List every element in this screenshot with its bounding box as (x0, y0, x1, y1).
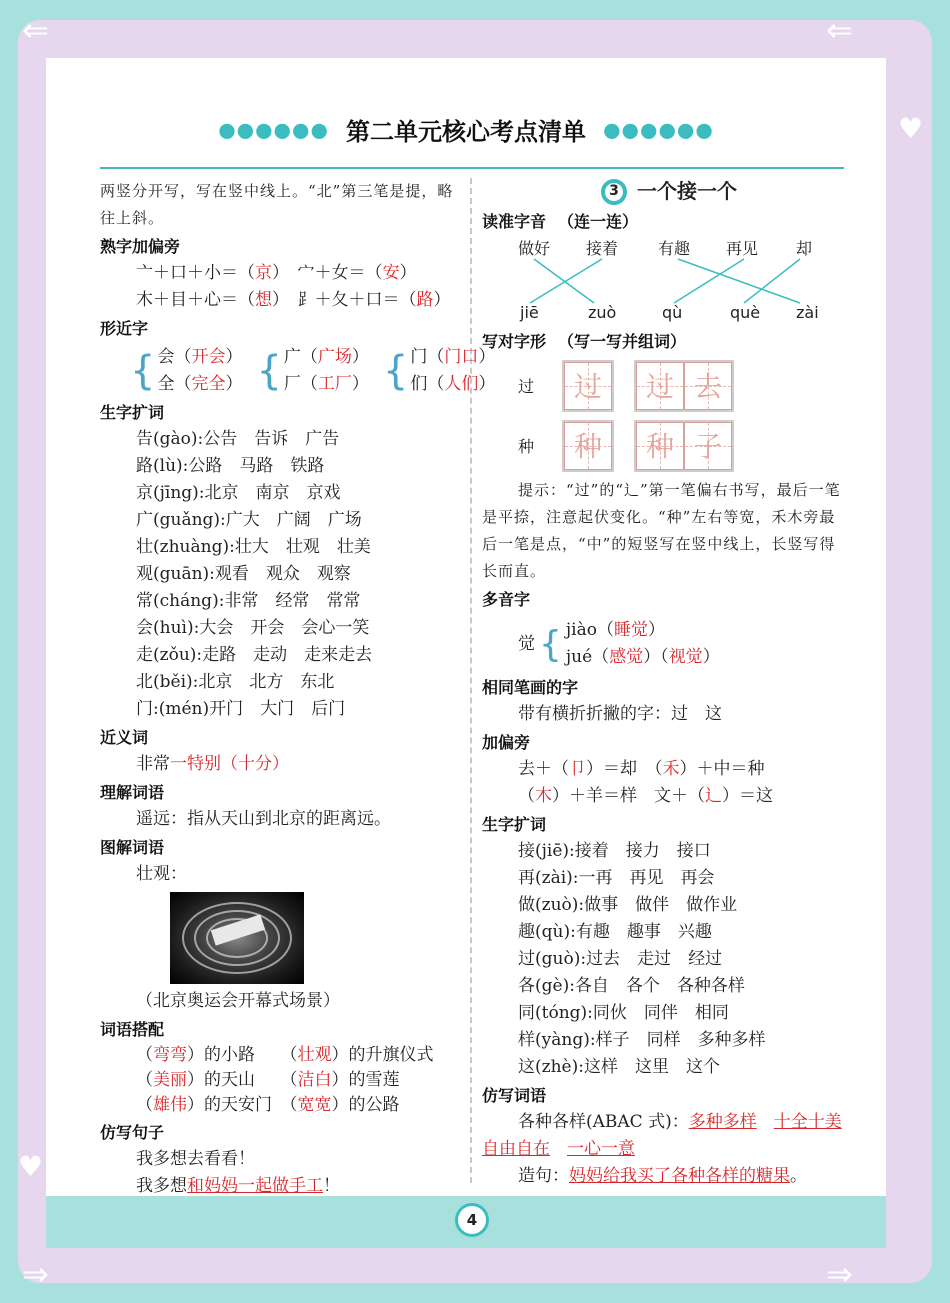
imitation-words: 各种各样(ABAC 式)：多种多样 十全十美 自由自在 一心一意 (482, 1112, 842, 1159)
photo-caption: （北京奥运会开幕式场景） (136, 991, 340, 1011)
radical-line: （木）＋羊＝样 文＋（辶）＝这 (518, 786, 773, 806)
list-item: 过(guò):过去 走过 经过 (518, 949, 723, 969)
section-heading: 仿写句子 (100, 1123, 165, 1142)
tracing-box: 过 (564, 362, 612, 410)
lesson-number-badge: 3 (601, 179, 627, 205)
list-item: 会(huì):大会 开会 会心一笑 (136, 618, 370, 638)
tracing-box: 种 (564, 422, 612, 470)
list-item: 北(běi):北京 北方 东北 (136, 672, 335, 692)
similar-chars-row (100, 344, 496, 398)
brace-icon: { (539, 623, 562, 665)
list-item: 同(tóng):同伙 同伴 相同 (518, 1003, 729, 1023)
match-pinyin: jiē (520, 303, 539, 322)
match-pinyin: qù (662, 303, 683, 322)
match-pinyin: què (730, 303, 761, 322)
section-heading: 写对字形 （写一写并组词） (482, 332, 687, 351)
sentence-line: 造句：妈妈给我买了各种各样的糖果。 (518, 1166, 807, 1186)
list-item: 门:(mén)开门 大门 后门 (136, 699, 346, 719)
section-heading: 理解词语 (100, 783, 165, 802)
radical-line: 去＋（卩）＝却 （禾）＋中＝种 (518, 759, 765, 779)
page-title-row (46, 112, 886, 147)
heart-icon: ♥ (898, 112, 924, 145)
title-dots-left: ●●●●●● (218, 117, 329, 142)
match-word: 有趣 (658, 239, 691, 258)
section-heading: 相同笔画的字 (482, 678, 579, 697)
match-pinyin: zài (796, 303, 819, 322)
column-divider (470, 178, 472, 1183)
sentence-line: 我多想和妈妈一起做手工！ (136, 1176, 340, 1196)
section-heading: 生字扩词 (482, 815, 547, 834)
match-word: 却 (796, 239, 813, 258)
writing-char: 过 (518, 376, 535, 396)
section-heading: 多音字 (482, 590, 531, 609)
list-item: 告(gào):公告 告诉 广告 (136, 429, 340, 449)
list-item: 趣(qù):有趣 趣事 兴趣 (518, 922, 712, 942)
lesson-title: 一个接一个 (637, 179, 737, 203)
list-item: 京(jīng):北京 南京 京戏 (136, 483, 341, 503)
word-expansion-list (100, 426, 462, 723)
left-column (100, 178, 496, 1200)
brace-icon: { (130, 348, 156, 394)
section-heading: 图解词语 (100, 838, 165, 857)
match-word: 再见 (726, 239, 759, 258)
heart-icon: ♥ (18, 1150, 44, 1183)
definition-line: 遥远：指从天山到北京的距离远。 (136, 809, 391, 829)
list-item: 这(zhè):这样 这里 这个 (518, 1057, 720, 1077)
writing-tip: 提示：“过”的“辶”第一笔偏右书写，最后一笔是平捺，注意起伏变化。“种”左右等宽，禾木旁最后一笔是点，“中”的短竖写在竖中线上，长竖写得长而直。 (482, 481, 841, 580)
list-item: 观(guān):观看 观众 观察 (136, 564, 351, 584)
list-item: 接(jiē):接着 接力 接口 (518, 841, 711, 861)
polyphone-block: 觉 { jiào（睡觉） jué（感觉）（视觉） (518, 620, 720, 667)
word-expansion-list (482, 838, 846, 1081)
writing-row (482, 417, 846, 475)
writing-box: 过 (636, 362, 684, 410)
collocation-row: （弯弯）的小路 （壮观）的升旗仪式 (136, 1045, 434, 1065)
match-word: 做好 (518, 239, 551, 258)
section-heading: 生字扩词 (100, 403, 165, 422)
arrow-left-bottom-icon: ⇒ (22, 1255, 49, 1293)
stroke-line: 带有横折折撇的字：过 这 (518, 704, 722, 724)
arrow-left-top-icon: ⇐ (22, 11, 49, 49)
page-number: 4 (455, 1203, 489, 1237)
similar-pair: { 会（开会） 全（完全） (130, 344, 242, 398)
brace-icon: { (382, 348, 409, 394)
shuzi-line: 木＋目＋心＝（想） ⻊＋夂＋口＝（路） (136, 290, 451, 310)
title-divider (100, 167, 844, 169)
list-item: 壮(zhuàng):壮大 壮观 壮美 (136, 537, 371, 557)
title-dots-right: ●●●●●● (603, 117, 714, 142)
section-heading: 读准字音 （连一连） (482, 212, 639, 231)
sentence-line: 我多想去看看！ (136, 1149, 255, 1169)
list-item: 常(cháng):非常 经常 常常 (136, 591, 361, 611)
list-item: 走(zǒu):走路 走动 走来走去 (136, 645, 373, 665)
list-item: 再(zài):一再 再见 再会 (518, 868, 715, 888)
intro-text: 两竖分开写，写在竖中线上。“北”第三笔是提，略往上斜。 (100, 182, 454, 227)
similar-pair: { 门（门口） 们（人们） (383, 344, 495, 398)
match-word: 接着 (586, 239, 619, 258)
olympic-ceremony-photo (170, 892, 304, 984)
synonym-line: 非常一特别（十分） (136, 754, 289, 774)
section-heading: 形近字 (100, 319, 149, 338)
page-title: 第二单元核心考点清单 (346, 117, 586, 146)
collocation-row: （雄伟）的天安门 （宽宽）的公路 (136, 1095, 400, 1115)
writing-box: 种 (636, 422, 684, 470)
similar-pair: { 广（广场） 厂（工厂） (256, 344, 368, 398)
section-heading: 词语搭配 (100, 1020, 165, 1039)
shuzi-line: 亠＋口＋小＝（京） 宀＋女＝（安） (136, 263, 417, 283)
arrow-right-bottom-icon: ⇒ (826, 1255, 853, 1293)
writing-char: 种 (518, 436, 535, 456)
right-column (482, 178, 846, 1190)
section-heading: 近义词 (100, 728, 149, 747)
collocation-row: （美丽）的天山 （洁白）的雪莲 (136, 1070, 400, 1090)
arrow-right-top-icon: ⇐ (826, 11, 853, 49)
list-item: 路(lù):公路 马路 铁路 (136, 456, 325, 476)
matching-exercise (482, 235, 846, 325)
section-heading: 仿写词语 (482, 1086, 547, 1105)
section-heading: 加偏旁 (482, 733, 531, 752)
section-heading: 熟字加偏旁 (100, 237, 181, 256)
brace-icon: { (256, 348, 282, 394)
polyphone-char: 觉 (518, 633, 535, 654)
list-item: 各(gè):各自 各个 各种各样 (518, 976, 745, 996)
writing-box: 子 (684, 422, 732, 470)
picture-word: 壮观： (136, 864, 187, 884)
list-item: 样(yàng):样子 同样 多种多样 (518, 1030, 766, 1050)
writing-row (482, 357, 846, 415)
match-pinyin: zuò (588, 303, 617, 322)
lesson-header (492, 178, 846, 205)
writing-box: 去 (684, 362, 732, 410)
list-item: 广(guǎng):广大 广阔 广场 (136, 510, 362, 530)
list-item: 做(zuò):做事 做伴 做作业 (518, 895, 738, 915)
